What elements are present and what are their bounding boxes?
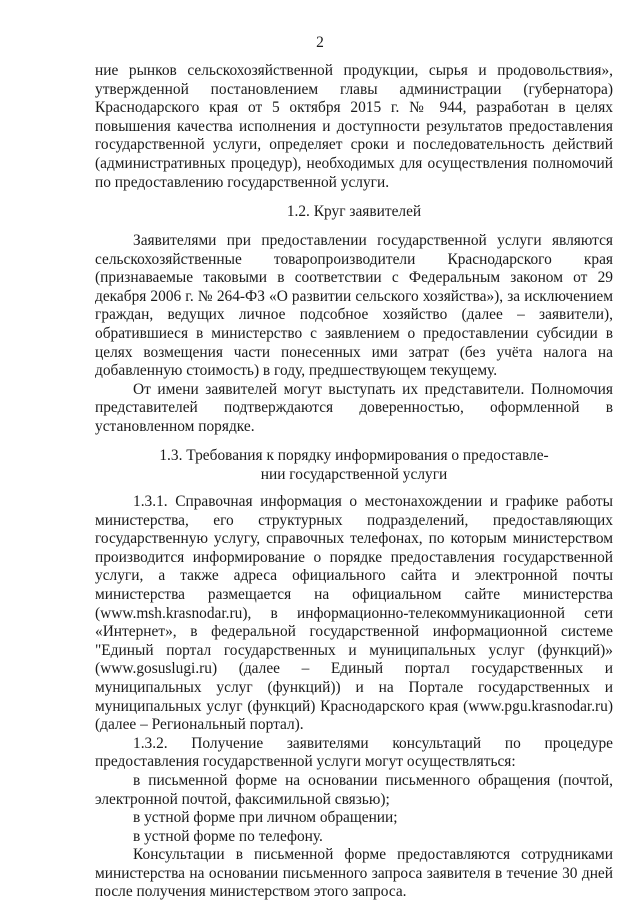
section-1-2-heading-block bbox=[95, 203, 613, 222]
written-consultation-paragraph: Консультации в письменной форме предоставляются сотрудниками министерства на основании письменного запроса заявителя в течение 30 дней после получения министерством этого запроса. bbox=[95, 846, 613, 901]
section-1-3-heading-block bbox=[95, 447, 613, 484]
intro-block bbox=[95, 62, 613, 192]
reference-info-paragraph: 1.3.1. Справочная информация о местонахождении и графике работы министерства, его структурных подразделений, предоставляющих государственную услугу, справочных телефонах, по которым министерством производится информирование о порядке предоставления государственной услуги, а также адреса официального сайта и электронной почты министерства размещается на официальном сайте министерства (www.msh.krasnodar.ru), в информационно-телекоммуникационной сети «Интернет», в федеральной государственной информационной системе "Единый портал государственных и муниципальных услуг (функций)» (www.gosuslugi.ru) (далее – Единый портал государственных и муниципальных услуг (функций)) и на Портале государственных и муниципальных услуг (функций) Краснодарского края (www.pgu.krasnodar.ru) (далее – Региональный портал). bbox=[95, 493, 613, 734]
section-1-3-heading-line-2: нии государственной услуги bbox=[260, 465, 448, 483]
oral-phone-item: в устной форме по телефону. bbox=[133, 827, 323, 845]
applicants-paragraph: Заявителями при предоставлении государственной услуги являются сельскохозяйственные товаропроизводители Краснодарского края (признаваемые таковыми в соответствии с Федеральным законом от 29 декабря 2006 г. № 264-ФЗ «О развитии сельского хозяйства»), за исключением граждан, ведущих личное подсобное хозяйство (далее – заявители), обратившиеся в министерство с заявлением о предоставлении субсидии в целях возмещения части понесенных ими затрат (без учёта налога на добавленную стоимость) в году, предшествующем текущему. bbox=[95, 232, 613, 380]
section-1-2-body bbox=[95, 232, 613, 437]
consultation-intro-paragraph: 1.3.2. Получение заявителями консультаций по процедуре предоставления государственной услуги могут осуществляться: bbox=[95, 734, 613, 771]
representatives-paragraph: От имени заявителей могут выступать их представители. Полномочия представителей подтверждаются доверенностью, оформленной в установленном порядке. bbox=[95, 380, 613, 435]
intro-paragraph: ние рынков сельскохозяйственной продукции, сырья и продовольствия», утвержденной постановлением главы администрации (губернатора) Краснодарского края от 5 октября 2015 г. № 944, разработан в целях повышения качества исполнения и доступности результатов предоставления государственной услуги, определяет сроки и последовательность действий (административных процедур), необходимых для осуществления полномочий по предоставлению государственной услуги. bbox=[95, 62, 613, 191]
written-form-item: в письменной форме на основании письменного обращения (почтой, электронной почтой, факсимильной связью); bbox=[95, 771, 613, 808]
section-1-2-heading: 1.2. Круг заявителей bbox=[286, 203, 422, 220]
page-number: 2 bbox=[316, 34, 324, 51]
section-1-3-body bbox=[95, 493, 613, 902]
oral-personal-item: в устной форме при личном обращении; bbox=[133, 809, 398, 827]
section-1-3-heading-line-1: 1.3. Требования к порядку информирования о предоставле- bbox=[159, 447, 549, 464]
